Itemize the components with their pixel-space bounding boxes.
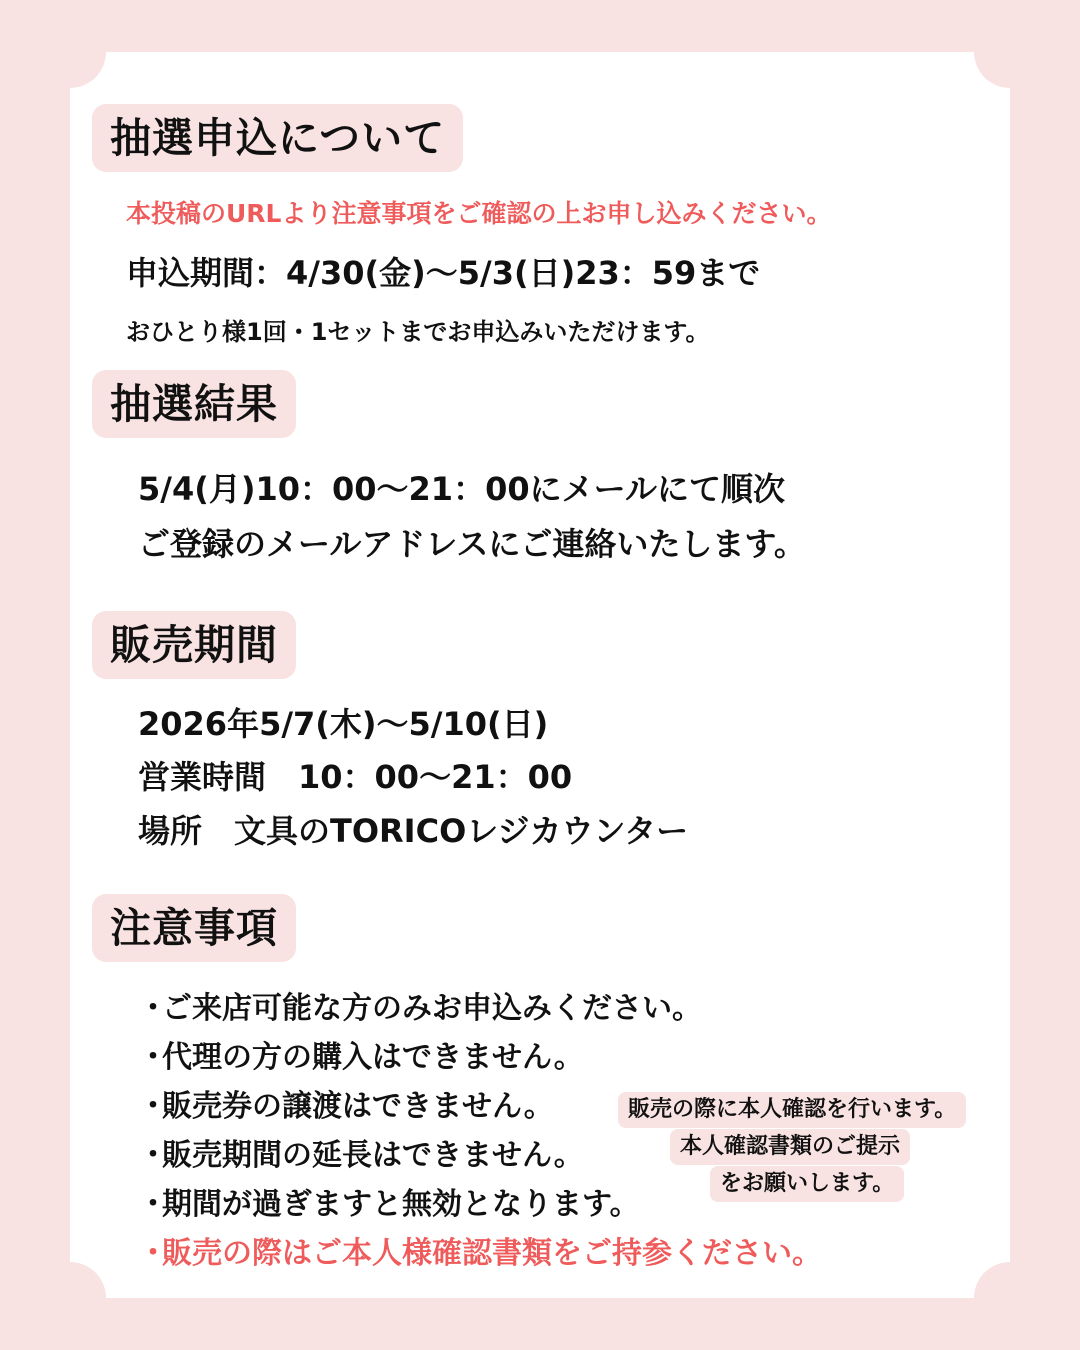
result-notice-line1: 5/4(月)10：00〜21：00にメールにて順次	[138, 470, 785, 508]
list-item	[138, 1033, 822, 1082]
sales-dates-text: 2026年5/7(木)〜5/10(日)	[138, 705, 549, 743]
bullet-mark: ・	[138, 1236, 168, 1271]
application-limit-text: おひとり様1回・1セットまでお申込みいただけます。	[126, 318, 710, 346]
info-card	[70, 52, 1010, 1298]
list-item	[138, 984, 822, 1033]
list-item	[138, 1229, 822, 1278]
bullet-mark: ・	[138, 1138, 168, 1173]
notes-heading: 注意事項	[92, 894, 296, 962]
note-text: 販売期間の延長はできません。	[162, 1138, 584, 1173]
url-notice-text: 本投稿のURLより注意事項をご確認の上お申し込みください。	[126, 199, 832, 228]
sales-period-heading: 販売期間	[92, 611, 296, 679]
note-text: ご来店可能な方のみお申込みください。	[162, 991, 702, 1026]
bullet-mark: ・	[138, 1187, 168, 1222]
id-check-callout-line2: 本人確認書類のご提示	[670, 1129, 910, 1165]
corner-notch	[974, 16, 1046, 88]
application-period-text: 申込期間：4/30(金)〜5/3(日)23：59まで	[126, 254, 761, 292]
note-text: 代理の方の購入はできません。	[162, 1040, 584, 1075]
bullet-mark: ・	[138, 1089, 168, 1124]
note-text: 販売券の譲渡はできません。	[162, 1089, 554, 1124]
result-notice-line2: ご登録のメールアドレスにご連絡いたします。	[138, 525, 806, 563]
business-hours-text: 営業時間 10：00〜21：00	[138, 758, 573, 796]
lottery-application-heading: 抽選申込について	[92, 104, 463, 172]
id-check-callout-line3: をお願いします。	[710, 1166, 904, 1202]
id-check-callout-line1: 販売の際に本人確認を行います。	[618, 1092, 966, 1128]
corner-notch	[974, 1262, 1046, 1334]
bullet-mark: ・	[138, 1040, 168, 1075]
sales-place-text: 場所 文具のTORICOレジカウンター	[138, 812, 689, 850]
note-text-highlight: 販売の際はご本人様確認書類をご持参ください。	[162, 1236, 822, 1271]
corner-notch	[34, 1262, 106, 1334]
corner-notch	[34, 16, 106, 88]
bullet-mark: ・	[138, 991, 168, 1026]
lottery-result-heading: 抽選結果	[92, 370, 296, 438]
note-text: 期間が過ぎますと無効となります。	[162, 1187, 640, 1222]
